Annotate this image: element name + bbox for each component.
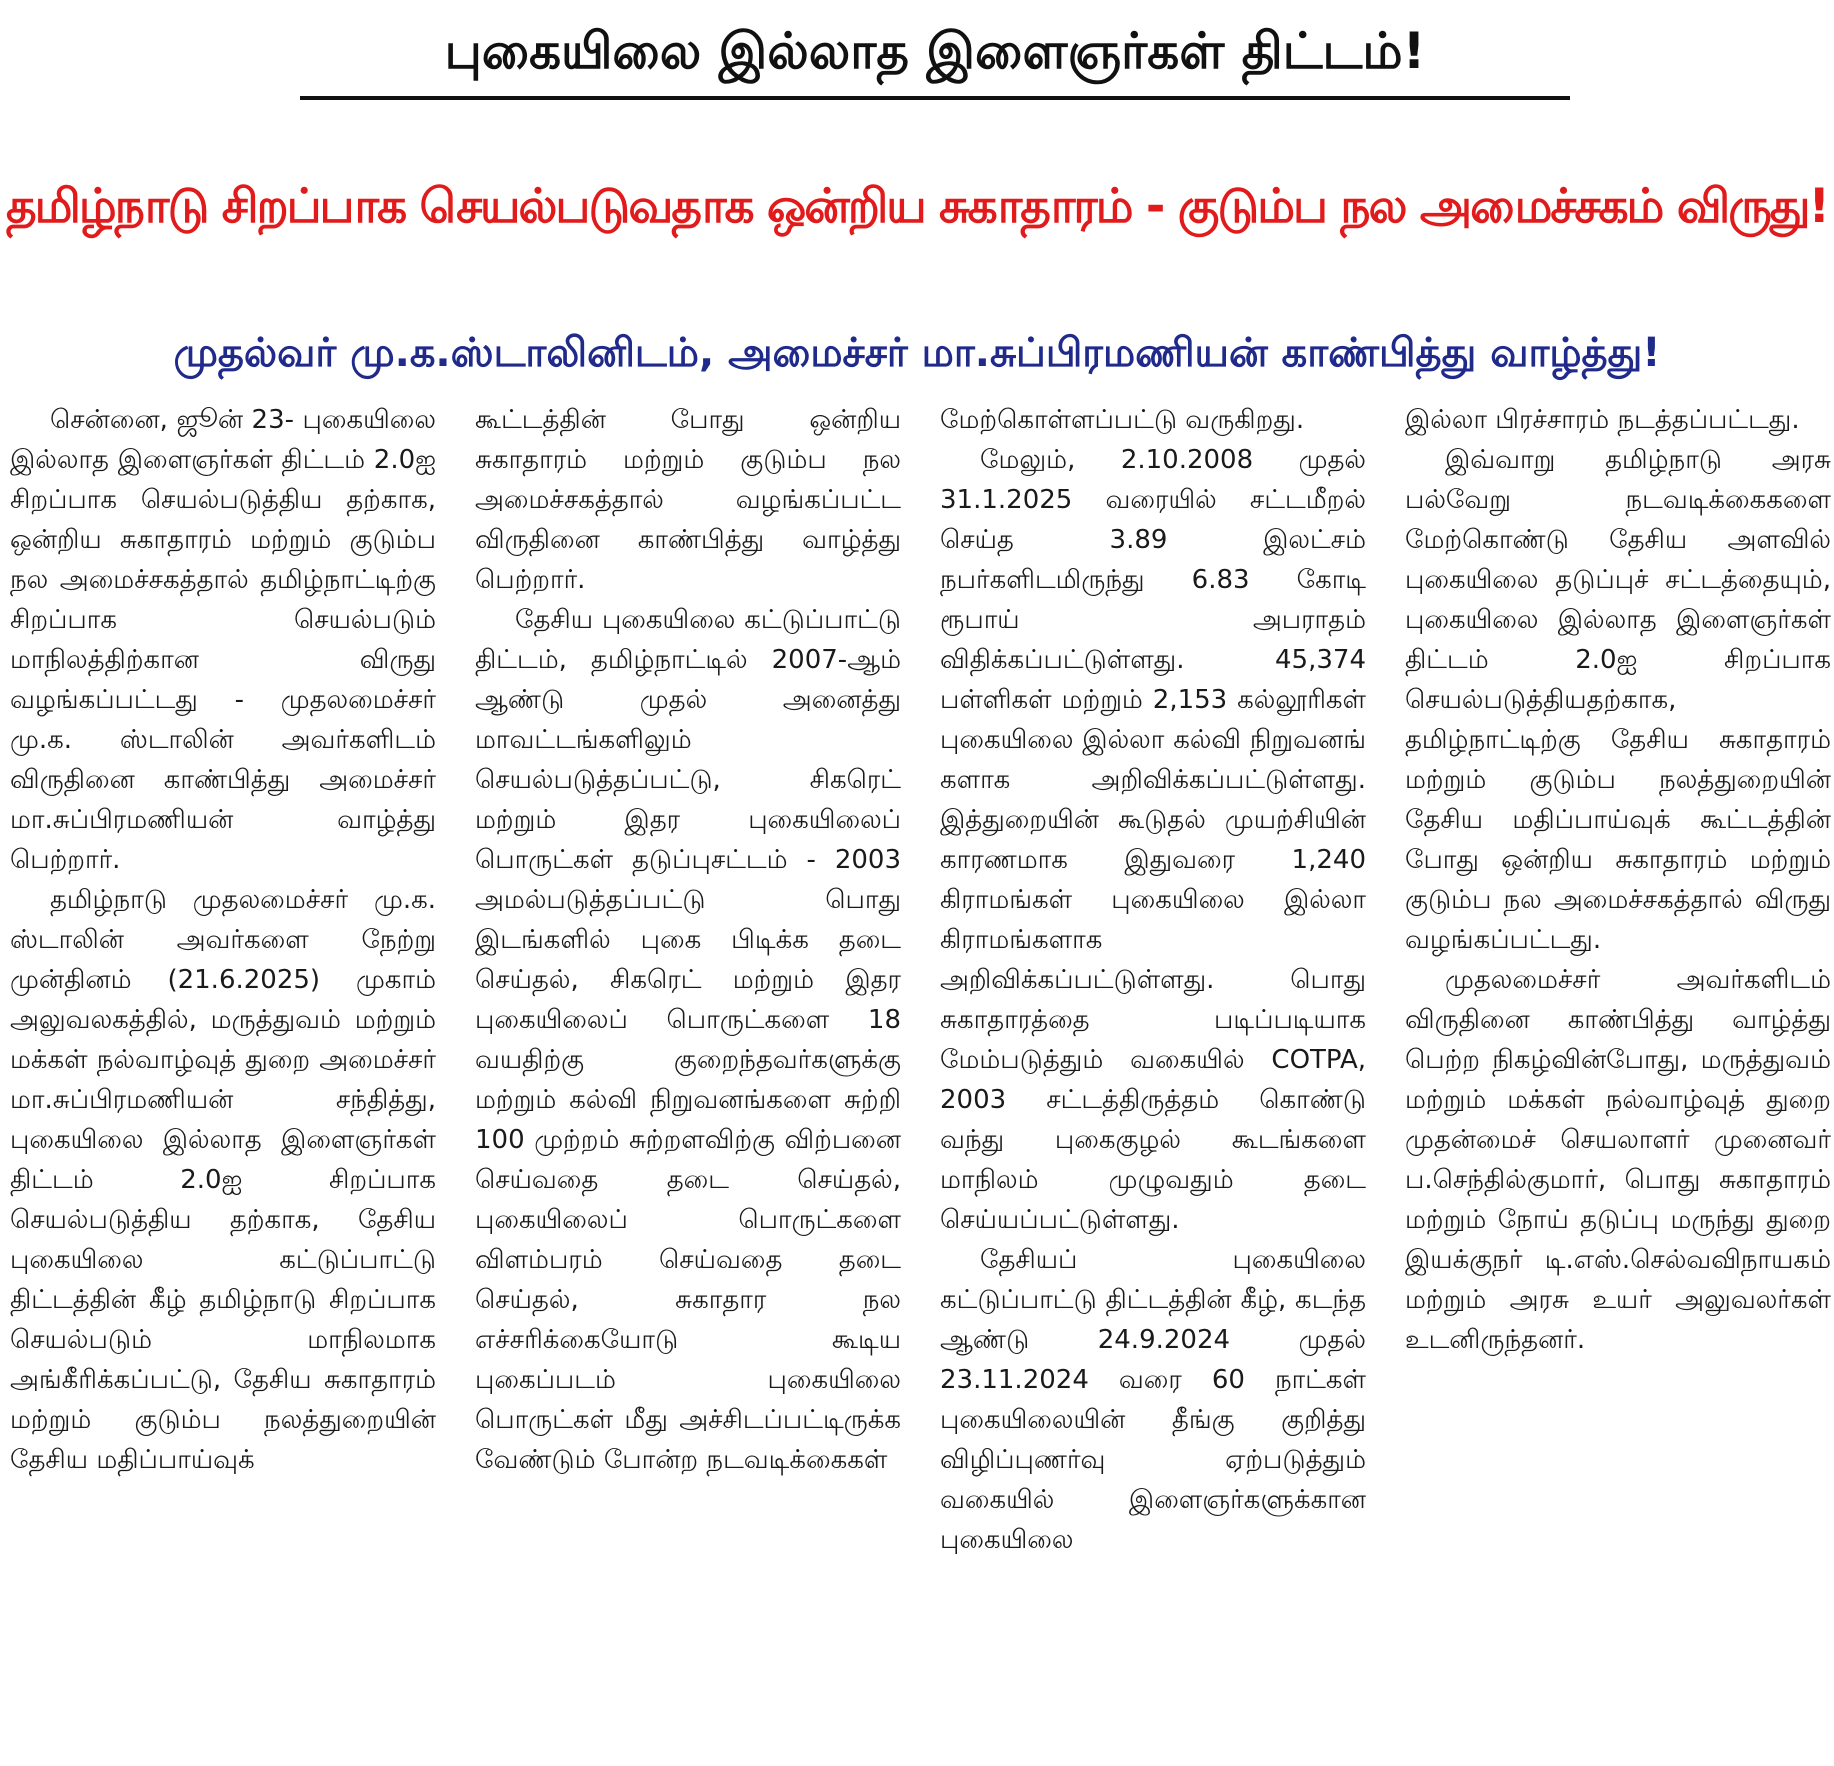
kicker-underline <box>300 96 1570 100</box>
article-column-3 <box>940 400 1366 1762</box>
article-column-4 <box>1405 400 1831 1762</box>
kicker-title: புகையிலை இல்லாத இளைஞர்கள் திட்டம்! <box>444 22 1426 80</box>
paragraph: மேலும், 2.10.2008 முதல் 31.1.2025 வரையில் சட்டமீறல் செய்த 3.89 இலட்சம் நபர்களிடமிருந்து 6.83 கோடி ரூபாய் அபராதம் விதிக்கப்பட்டுள்ளது. 45,374 பள்ளிகள் மற்றும் 2,153 கல்லூரிகள் புகையிலை இல்லா கல்வி நிறுவனங் களாக அறிவிக்கப்பட்டுள்ளது. இத்துறையின் கூடுதல் முயற்சியின் காரணமாக இதுவரை 1,240 கிராமங்கள் புகையிலை இல்லா கிராமங்களாக அறிவிக்கப்பட்டுள்ளது. பொது சுகாதாரத்தை படிப்படியாக மேம்படுத்தும் வகையில் COTPA, 2003 சட்டத்திருத்தம் கொண்டு வந்து புகைகுழல் கூடங்களை மாநிலம் முழுவதும் தடை செய்யப்பட்டுள்ளது. <box>940 445 1366 1235</box>
paragraph: தமிழ்நாடு முதலமைச்சர் மு.க. ஸ்டாலின் அவர்களை நேற்று முன்தினம் (21.6.2025) முகாம் அலுவலகத்தில், மருத்துவம் மற்றும் மக்கள் நல்வாழ்வுத் துறை அமைச்சர் மா.சுப்பிரமணியன் சந்தித்து, புகையிலை இல்லாத இளைஞர்கள் திட்டம் 2.0ஐ சிறப்பாக செயல்படுத்திய தற்காக, தேசிய புகையிலை கட்டுப்பாட்டு திட்டத்தின் கீழ் தமிழ்நாடு சிறப்பாக செயல்படும் மாநிலமாக அங்கீரிக்கப்பட்டு, தேசிய சுகாதாரம் மற்றும் குடும்ப நலத்துறையின் தேசிய மதிப்பாய்வுக் <box>10 885 436 1475</box>
paragraph: சென்னை, ஜூன் 23- புகையிலை இல்லாத இளைஞர்கள் திட்டம் 2.0ஐ சிறப்பாக செயல்படுத்திய தற்காக, ஒன்றிய சுகாதாரம் மற்றும் குடும்ப நல அமைச்சகத்தால் தமிழ்நாட்டிற்கு சிறப்பாக செயல்படும் மாநிலத்திற்கான விருது வழங்கப்பட்டது - முதலமைச்சர் மு.க. ஸ்டாலின் அவர்களிடம் விருதினை காண்பித்து அமைச்சர் மா.சுப்பிரமணியன் வாழ்த்து பெற்றார். <box>10 405 436 875</box>
article-column-2 <box>475 400 901 1762</box>
subheadline: முதல்வர் மு.க.ஸ்டாலினிடம், அமைச்சர் மா.சுப்பிரமணியன் காண்பித்து வாழ்த்து! <box>173 330 1661 376</box>
paragraph: கூட்டத்தின் போது ஒன்றிய சுகாதாரம் மற்றும் குடும்ப நல அமைச்சகத்தால் வழங்கப்பட்ட விருதினை காண்பித்து வாழ்த்து பெற்றார். <box>475 405 901 595</box>
main-headline: தமிழ்நாடு சிறப்பாக செயல்படுவதாக ஒன்றிய சுகாதாரம் - குடும்ப நல அமைச்சகம் விருது! <box>6 179 1828 234</box>
paragraph: மேற்கொள்ளப்பட்டு வருகிறது. <box>940 405 1305 435</box>
paragraph: இல்லா பிரச்சாரம் நடத்தப்பட்டது. <box>1405 405 1800 435</box>
article-column-1 <box>10 400 436 1762</box>
paragraph: தேசிய புகையிலை கட்டுப்பாட்டு திட்டம், தமிழ்நாட்டில் 2007-ஆம் ஆண்டு முதல் அனைத்து மாவட்டங்களிலும் செயல்படுத்தப்பட்டு, சிகரெட் மற்றும் இதர புகையிலைப் பொருட்கள் தடுப்புசட்டம் - 2003 அமல்படுத்தப்பட்டு பொது இடங்களில் புகை பிடிக்க தடை செய்தல், சிகரெட் மற்றும் இதர புகையிலைப் பொருட்களை 18 வயதிற்கு குறைந்தவர்களுக்கு மற்றும் கல்வி நிறுவனங்களை சுற்றி 100 முற்றம் சுற்றளவிற்கு விற்பனை செய்வதை தடை செய்தல், புகையிலைப் பொருட்களை விளம்பரம் செய்வதை தடை செய்தல், சுகாதார நல எச்சரிக்கையோடு கூடிய புகைப்படம் புகையிலை பொருட்கள் மீது அச்சிடப்பட்டிருக்க வேண்டும் போன்ற நடவடிக்கைகள் <box>475 605 901 1475</box>
paragraph: தேசியப் புகையிலை கட்டுப்பாட்டு திட்டத்தின் கீழ், கடந்த ஆண்டு 24.9.2024 முதல் 23.11.2024 வரை 60 நாட்கள் புகையிலையின் தீங்கு குறித்து விழிப்புணர்வு ஏற்படுத்தும் வகையில் இளைஞர்களுக்கான புகையிலை <box>940 1245 1366 1555</box>
paragraph: இவ்வாறு தமிழ்நாடு அரசு பல்வேறு நடவடிக்கைகளை மேற்கொண்டு தேசிய அளவில் புகையிலை தடுப்புச் சட்டத்தையும், புகையிலை இல்லாத இளைஞர்கள் திட்டம் 2.0ஐ சிறப்பாக செயல்படுத்தியதற்காக, தமிழ்நாட்டிற்கு தேசிய சுகாதாரம் மற்றும் குடும்ப நலத்துறையின் தேசிய மதிப்பாய்வுக் கூட்டத்தின் போது ஒன்றிய சுகாதாரம் மற்றும் குடும்ப நல அமைச்சகத்தால் விருது வழங்கப்பட்டது. <box>1405 445 1831 955</box>
paragraph: முதலமைச்சர் அவர்களிடம் விருதினை காண்பித்து வாழ்த்து பெற்ற நிகழ்வின்போது, மருத்துவம் மற்றும் மக்கள் நல்வாழ்வுத் துறை முதன்மைச் செயலாளர் முனைவர் ப.செந்தில்குமார், பொது சுகாதாரம் மற்றும் நோய் தடுப்பு மருந்து துறை இயக்குநர் டி.எஸ்.செல்வவிநாயகம் மற்றும் அரசு உயர் அலுவலர்கள் உடனிருந்தனர். <box>1405 965 1831 1355</box>
